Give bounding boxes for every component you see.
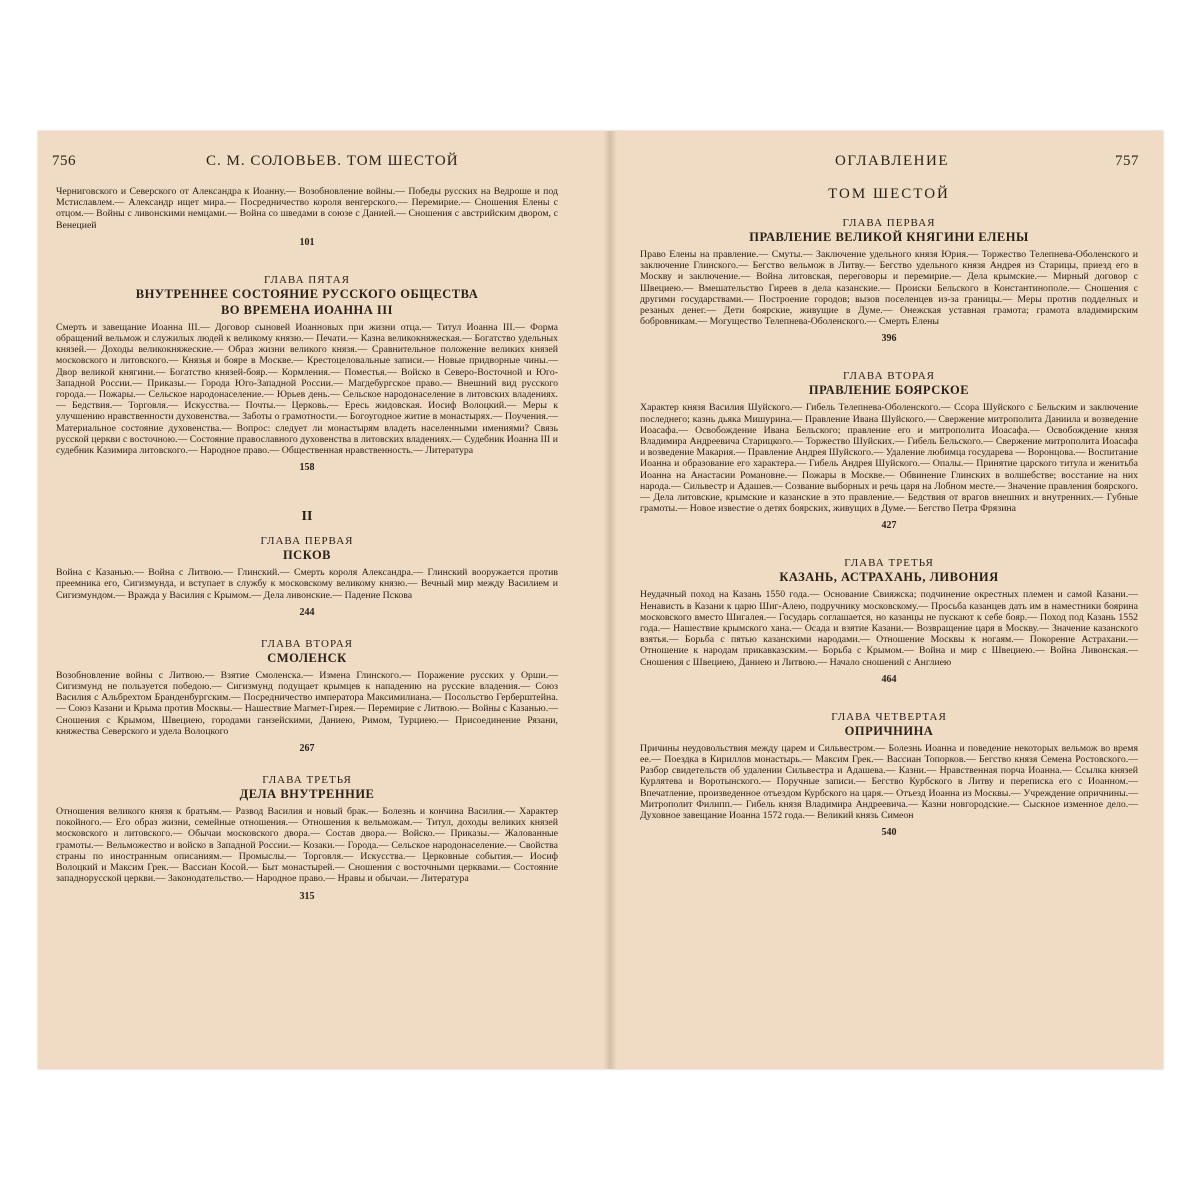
running-title: С. М. СОЛОВЬЕВ. ТОМ ШЕСТОЙ bbox=[206, 153, 459, 169]
chapter-3 bbox=[56, 774, 558, 901]
chapter-title: ОПРИЧНИНА bbox=[844, 723, 934, 738]
chapter-label: ГЛАВА ТРЕТЬЯ bbox=[844, 557, 934, 570]
page-number: 757 bbox=[1115, 153, 1139, 169]
page-number: 756 bbox=[52, 153, 76, 169]
entry-text: Характер князя Василия Шуйского.— Гибель Телепнева-Оболенского.— Ссора Шуйского с Бельским и заключение последнего; казнь дьяка Мишурина.— Правление Ивана Шуйского.— Свержение митрополита Даниила и возведение Иоасафа.— Освобождение Ивана Бельского; правление его и митрополита Иоасафа.— Освобождение князя Владимира Андреевича Старицкого.— Торжество Шуйских.— Гибель Бельского.— Свержение митрополита Иоасафа и возведение Макария.— Правление Андрея Шуйского.— Удаление любимца государева — Воронцова.— Воспитание Иоанна и образование его характера.— Гибель Андрея Шуйского.— Опалы.— Принятие царского титула и женитьба Иоанна на Анастасии Романовне.— Пожары в Москве.— Обвинение Глинских в волшебстве; восстание на них народа.— Сильвестр и Адашев.— Созвание выборных и речь царя на Лобном месте.— Значение правления боярского.— Дела литовские, крымские и казанские в это правление.— Бедствия от врагов внешних и внутренних.— Губные грамоты.— Новое известие о детях боярских, живущих в Думе.— Бегство Петра Фрязина bbox=[640, 402, 1138, 515]
entry-text: Смерть и завещание Иоанна III.— Договор сыновей Иоанновых при жизни отца.— Титул Иоанна III.— Форма обращений вельмож и служилых людей к великому князю.— Печати.— Казна великокняжеская.— Богатство удельных князей.— Доходы великокняжеские.— Образ жизни великого князя.— Сравнительное положение великих князей московского и литовского.— Князья и бояре в Москве.— Крестоцеловальные записи.— Новые придворные чины.— Двор великой княгини.— Богатство князей-бояр.— Кормления.— Поместья.— Войско в Северо-Восточной и Юго-Западной России.— Приказы.— Города Юго-Западной России.— Магдебургское право.— Внешний вид русского города.— Пожары.— Сельское народонаселение.— Юрьев день.— Сельское народонаселение в литовских владениях.— Бедствия.— Торговля.— Искусства.— Почты.— Церковь.— Ересь жидовская. Иосиф Волоцкий.— Меры к улучшению нравственности духовенства.— Заботы о грамотности.— Богоугодное житие в монастырях.— Поучения.— Материальное состояние духовенства.— Вопрос: следует ли монастырям владеть населенными имениями? Связь русской церкви с восточною.— Состояние православного духовенства в литовских владениях.— Судебник Иоанна III и судебник Казимира литовского.— Народное право.— Общественная нравственность.— Литература bbox=[56, 321, 558, 457]
entry-text: Неудачный поход на Казань 1550 года.— Основание Свияжска; подчинение окрестных племен и самой Казани.— Ненависть в Казани к царю Шиг-Алею, подручнику московскому.— Просьба казанцев дать им в наместники боярина московского вместо Шигалея.— Государь соглашается, но казанцы не пускают к себе бояр.— Поход под Казань 1552 года.— Нашествие крымского хана.— Осада и взятие Казани.— Возвращение царя в Москву.— Значение казанского взятья.— Борьба с пятью казанскими народами.— Отношение Москвы к ногаям.— Покорение Астрахани.— Отношение к народам прикавказским.— Борьба с Крымом.— Война и мир с Швециею.— Война Ливонская.— Сношения с Швециею, Даниею и Литвою.— Начало сношений с Англиею bbox=[640, 589, 1138, 668]
chapter-1 bbox=[56, 535, 558, 618]
chapter-4 bbox=[640, 711, 1138, 838]
entry-page: 427 bbox=[881, 520, 897, 532]
chapter-label: ГЛАВА ВТОРАЯ bbox=[261, 637, 353, 650]
entry-page: 396 bbox=[881, 333, 897, 345]
chapter-label: ГЛАВА ВТОРАЯ bbox=[843, 370, 935, 383]
chapter-title: ПРАВЛЕНИЕ БОЯРСКОЕ bbox=[808, 383, 970, 398]
chapter-title: СМОЛЕНСК bbox=[267, 650, 347, 665]
left-content bbox=[56, 186, 558, 902]
entry-text: Возобновление войны с Литвою.— Взятие Смоленска.— Измена Глинского.— Поражение русских у Орши.— Сигизмунд не пользуется победою.— Сигизмунд подущает крымцев к нападению на русские владения.— Союз Василия с Альбрехтом Бранденбургским.— Посредничество императора Максимилиана.— Посольство Герберштейна.— Союз Казани и Крыма против Москвы.— Нашествие Магмет-Гирея.— Перемирие с Литвою.— Войны с Казанью.— Сношения с Крымом, Швециею, городами ганзейскими, Даниею, Римом, Турциею.— Присоединение Рязани, княжества Северского и удела Волоцкого bbox=[56, 669, 558, 737]
chapter-title: КАЗАНЬ, АСТРАХАНЬ, ЛИВОНИЯ bbox=[779, 570, 999, 585]
entry-page: 540 bbox=[881, 827, 897, 839]
chapter-label: ГЛАВА ПЯТАЯ bbox=[263, 273, 350, 286]
chapter-2 bbox=[56, 638, 558, 754]
left-page bbox=[38, 131, 610, 1069]
chapter-label: ГЛАВА ПЕРВАЯ bbox=[842, 217, 936, 229]
carryover-entry bbox=[56, 186, 558, 248]
entry-page: 101 bbox=[299, 236, 315, 248]
book-spread bbox=[38, 131, 1163, 1069]
chapter-title-line2: ВО ВРЕМЕНА ИОАННА III bbox=[220, 302, 394, 317]
entry-page: 267 bbox=[299, 743, 315, 755]
chapter-title: ВНУТРЕННЕЕ СОСТОЯНИЕ РУССКОГО ОБЩЕСТВА bbox=[135, 286, 479, 301]
chapter-2 bbox=[640, 370, 1138, 531]
entry-text: Война с Казанью.— Война с Литвою.— Глинский.— Смерть короля Александра.— Глинский вооружается против преемника его, Сигизмунда, и вступает в службу к московскому великому князю.— Вечный мир между Василием и Сигизмундом.— Вражда у Василия с Крымом.— Дела ливонские.— Падение Пскова bbox=[56, 567, 558, 601]
chapter-label: ГЛАВА ПЕРВАЯ bbox=[260, 535, 354, 548]
entry-page: 315 bbox=[299, 890, 315, 902]
chapter-title: ДЕЛА ВНУТРЕННИЕ bbox=[239, 787, 375, 802]
part-numeral: II bbox=[301, 509, 313, 525]
chapter-3 bbox=[640, 557, 1138, 684]
entry-text: Отношения великого князя к братьям.— Развод Василия и новый брак.— Болезнь и кончина Василия.— Характер покойного.— Его образ жизни, семейные отношения.— Отношения к вельможам.— Титул, доходы великих князей московского и литовского.— Обычаи московского двора.— Состав двора.— Войско.— Приказы.— Жалованные грамоты.— Вельможество и войско в Западной России.— Козаки.— Города.— Сельское народонаселение.— Свойства страны по иностранным описаниям.— Промыслы.— Торговля.— Искусства.— Церковные события.— Иосиф Волоцкий и Максим Грек.— Вассиан Косой.— Быт монастырей.— Сношения с восточными церквами.— Состояние западнорусской церкви.— Законодательство.— Народное право.— Нравы и обычаи.— Литература bbox=[56, 806, 558, 885]
entry-page: 244 bbox=[299, 606, 315, 618]
entry-text: Право Елены на правление.— Смуты.— Заключение удельного князя Юрия.— Торжество Телепнева-Оболенского и заключение Глинского.— Бегство вельмож в Литву.— Бегство удельного князя Андрея из Старицы, приезд его в Москву и заключение.— Война литовская, переговоры и перемирие.— Дела крымские.— Мирный договор с Швециею.— Вмешательство Гиреев в дела казанские.— Происки Бельского в Константинополе.— Сношения с другими государствами.— Построение городов; вызов поселенцев из-за границы.— Меры против подделных и резаных денег.— Дети боярские, живущие в Думе.— Онежская уставная грамота; грамота владимирским бобровникам.— Могущество Телепнева-Оболенского.— Смерть Елены bbox=[640, 249, 1138, 328]
chapter-5 bbox=[56, 274, 558, 473]
right-content bbox=[640, 186, 1138, 838]
chapter-1 bbox=[640, 217, 1138, 344]
entry-text: Причины неудовольствия между царем и Сильвестром.— Болезнь Иоанна и поведение некоторых вельмож во время ее.— Поездка в Кириллов монастырь.— Максим Грек.— Вассиан Топорков.— Бегство князя Семена Ростовского.— Разбор свидетельств об удалении Сильвестра и Адашева.— Казни.— Нравственная порча Иоанна.— Ссылка князей Курлятева и Воротынского.— Поручные записи.— Бегство Курбского в Литву и переписка его с Иоанном.— Впечатление, произведенное отъездом Курбского на царя.— Отъезд Иоанна из Москвы.— Учреждение опричнины.— Митрополит Филипп.— Гибель князя Владимира Андреевича.— Казни новгородские.— Сыскное изменное дело.— Духовное завещание Иоанна 1572 года.— Великий князь Симеон bbox=[640, 742, 1138, 822]
chapter-title: ПСКОВ bbox=[282, 548, 332, 563]
chapter-label: ГЛАВА ТРЕТЬЯ bbox=[262, 774, 352, 787]
chapter-label: ГЛАВА ЧЕТВЕРТАЯ bbox=[831, 710, 947, 723]
volume-title: ТОМ ШЕСТОЙ bbox=[828, 186, 950, 202]
right-page bbox=[610, 131, 1163, 1069]
entry-page: 158 bbox=[299, 462, 315, 474]
entry-text: Черниговского и Северского от Александра к Иоанну.— Возобновление войны.— Победы русских на Ведроше и под Мстиславлем.— Александр ищет мира.— Посредничество короля венгерского.— Перемирие.— Сношения Елены с отцом.— Войны с ливонскими немцами.— Война со шведами в союзе с Данией.— Сношения с австрийским двором, с Венецией bbox=[56, 186, 558, 231]
entry-page: 464 bbox=[881, 673, 897, 685]
chapter-title: ПРАВЛЕНИЕ ВЕЛИКОЙ КНЯГИНИ ЕЛЕНЫ bbox=[749, 230, 1029, 244]
running-title: ОГЛАВЛЕНИЕ bbox=[835, 153, 949, 169]
